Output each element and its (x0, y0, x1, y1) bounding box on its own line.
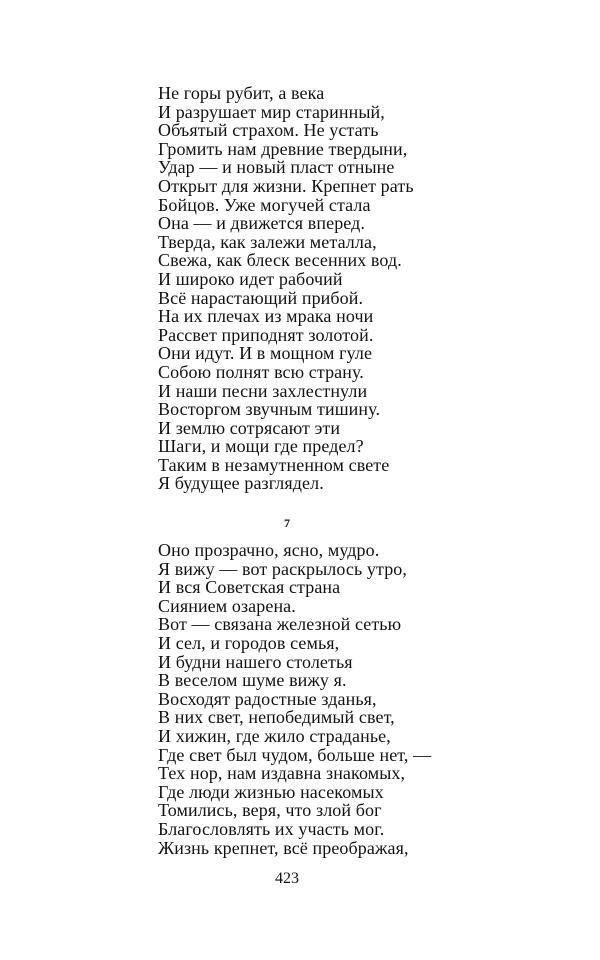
poem-line: Жизнь крепнет, всё преображая, (158, 837, 409, 858)
poem-line: И сел, и городов семья, (158, 632, 340, 653)
poem-line: Всё нарастающий прибой. (158, 287, 364, 308)
poem-line: И наши песни захлестнули (158, 380, 368, 401)
poem-line: Я вижу — вот раскрылось утро, (158, 558, 408, 579)
poem-line: Бойцов. Уже могучей стала (158, 194, 371, 215)
poem-line: Благословлять их участь мог. (158, 818, 385, 839)
poem-line: Свежа, как блеск весенних вод. (158, 250, 402, 271)
poem-line: Рассвет приподнят золотой. (158, 324, 374, 345)
poem-line: Открыт для жизни. Крепнет рать (158, 175, 414, 196)
poem-line: И широко идет рабочий (158, 268, 343, 289)
poem-line: И землю сотрясают эти (158, 417, 341, 438)
poem-stanza-1 (158, 84, 414, 493)
poem-line: Я будущее разглядел. (158, 473, 324, 494)
poem-line: Сиянием озарена. (158, 595, 296, 616)
poem-line: В них свет, непобедимый свет, (158, 707, 395, 728)
poem-line: Восторгом звучным тишину. (158, 399, 381, 420)
poem-line: Таким в незамутненном свете (158, 454, 390, 475)
poem-line: Тверда, как залежи металла, (158, 231, 377, 252)
poem-line: Они идут. И в мощном гуле (158, 343, 373, 364)
poem-line: На их плечах из мрака ночи (158, 306, 374, 327)
poem-line: И будни нашего столетья (158, 651, 353, 672)
poem-line: Громить нам древние твердыни, (158, 138, 408, 159)
poem-line: Она — и движется вперед. (158, 213, 366, 234)
poem-line: Где свет был чудом, больше нет, — (158, 744, 432, 765)
poem-line: И разрушает мир старинный, (158, 101, 385, 122)
section-number: 7 (284, 516, 290, 530)
poem-line: Шаги, и мощи где предел? (158, 436, 364, 457)
poem-line: Оно прозрачно, ясно, мудро. (158, 540, 380, 560)
page-number: 423 (275, 870, 299, 887)
poem-stanza-2 (158, 541, 431, 857)
poem-line: В веселом шуме вижу я. (158, 670, 347, 691)
poem-line: Где люди жизнью насекомых (158, 781, 384, 802)
poem-line: Томились, веря, что злой бог (158, 800, 382, 821)
poem-line: Собою полнят всю страну. (158, 361, 364, 382)
poem-line: Тех нор, нам издавна знакомых, (158, 763, 406, 784)
poem-line: И хижин, где жило страданье, (158, 725, 391, 746)
poem-line: И вся Советская страна (158, 577, 341, 598)
poem-line: Не горы рубит, а века (158, 83, 325, 103)
poem-line: Объятый страхом. Не устать (158, 120, 379, 141)
poem-line: Вот — связана железной сетью (158, 614, 402, 635)
poem-line: Удар — и новый пласт отныне (158, 157, 395, 178)
poem-line: Восходят радостные зданья, (158, 688, 377, 709)
